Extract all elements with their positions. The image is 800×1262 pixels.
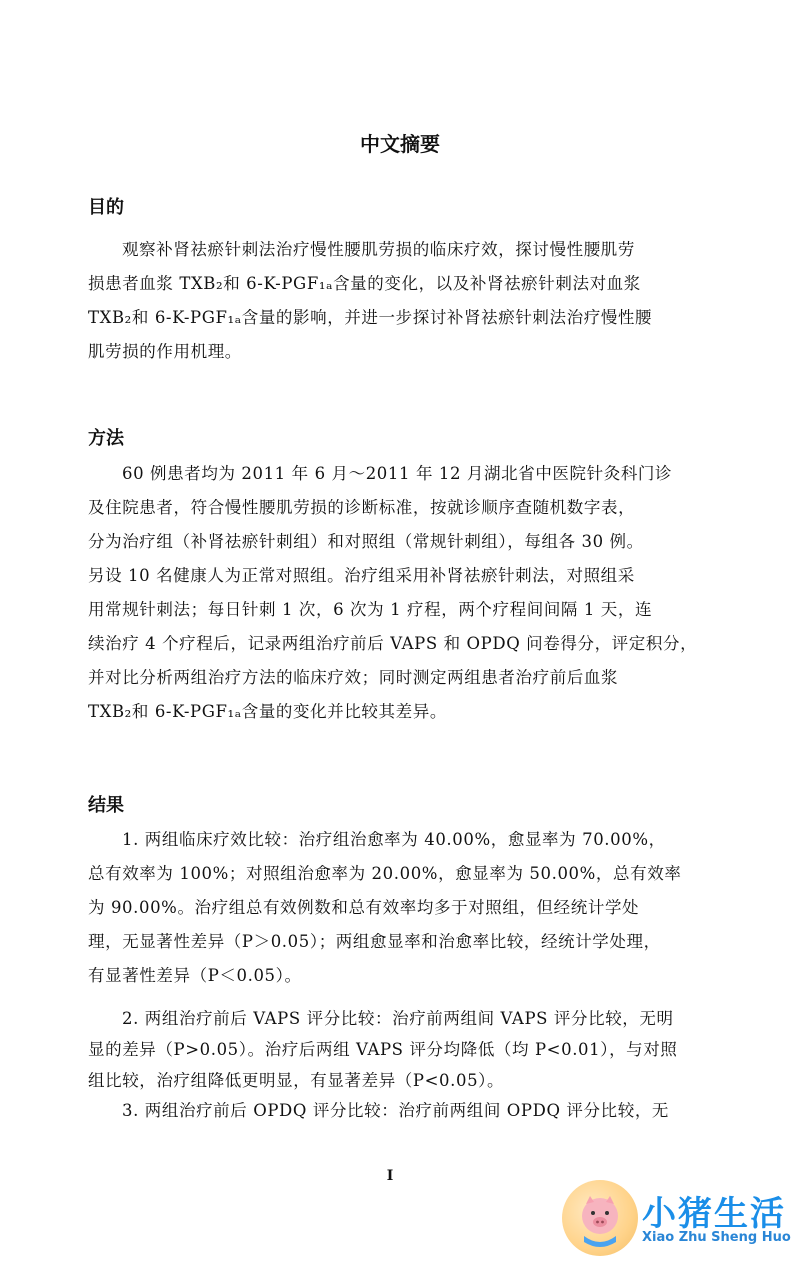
watermark-name-zh: 小猪生活 — [642, 1194, 786, 1234]
text-line: 另设 10 名健康人为正常对照组。治疗组采用补肾祛瘀针刺法，对照组采 — [88, 566, 635, 585]
method-paragraph — [88, 457, 708, 729]
text-line: TXB₂和 6-K-PGF₁ₐ含量的变化并比较其差异。 — [88, 702, 447, 721]
text-line: 及住院患者，符合慢性腰肌劳损的诊断标准，按就诊顺序查随机数字表， — [88, 498, 636, 517]
text-line: 3. 两组治疗前后 OPDQ 评分比较：治疗前两组间 OPDQ 评分比较，无 — [122, 1101, 670, 1120]
text-line: 有显著性差异（P＜0.05）。 — [88, 966, 302, 985]
text-line: 分为治疗组（补肾祛瘀针刺组）和对照组（常规针刺组），每组各 30 例。 — [88, 532, 644, 551]
heading-method: 方法 — [88, 428, 124, 449]
results-item-1 — [88, 823, 708, 993]
text-line: 为 90.00%。治疗组总有效例数和总有效率均多于对照组，但经统计学处 — [88, 898, 640, 917]
text-line: 续治疗 4 个疗程后，记录两组治疗前后 VAPS 和 OPDQ 问卷得分，评定积分， — [88, 634, 698, 653]
text-line: 损患者血浆 TXB₂和 6-K-PGF₁ₐ含量的变化，以及补肾祛瘀针刺法对血浆 — [88, 274, 641, 293]
watermark-name-en: Xiao Zhu Sheng Huo — [642, 1230, 791, 1245]
text-line: 肌劳损的作用机理。 — [88, 342, 242, 361]
text-line: 用常规针刺法；每日针刺 1 次，6 次为 1 疗程，两个疗程间间隔 1 天，连 — [88, 600, 653, 619]
text-line: 组比较，治疗组降低更明显，有显著差异（P<0.05）。 — [88, 1071, 505, 1090]
text-line: 总有效率为 100%；对照组治愈率为 20.00%，愈显率为 50.00%，总有效率 — [88, 864, 682, 883]
text-line: 1. 两组临床疗效比较：治疗组治愈率为 40.00%，愈显率为 70.00%， — [122, 830, 666, 849]
text-line: TXB₂和 6-K-PGF₁ₐ含量的影响，并进一步探讨补肾祛瘀针刺法治疗慢性腰 — [88, 308, 653, 327]
text-line: 2. 两组治疗前后 VAPS 评分比较：治疗前两组间 VAPS 评分比较，无明 — [122, 1009, 674, 1028]
text-line: 观察补肾祛瘀针刺法治疗慢性腰肌劳损的临床疗效，探讨慢性腰肌劳 — [122, 240, 635, 259]
heading-results: 结果 — [88, 795, 124, 816]
watermark — [562, 1180, 797, 1256]
text-line: 并对比分析两组治疗方法的临床疗效；同时测定两组患者治疗前后血浆 — [88, 668, 619, 687]
text-line: 显的差异（P>0.05）。治疗后两组 VAPS 评分均降低（均 P<0.01），与对照 — [88, 1040, 678, 1059]
purpose-paragraph — [88, 233, 708, 369]
text-line: 60 例患者均为 2011 年 6 月～2011 年 12 月湖北省中医院针灸科门诊 — [122, 464, 673, 483]
page-number: I — [386, 1168, 394, 1184]
results-item-2 — [88, 1003, 708, 1096]
results-item-3 — [88, 1094, 708, 1128]
text-line: 理，无显著性差异（P＞0.05）；两组愈显率和治愈率比较，经统计学处理， — [88, 932, 661, 951]
heading-purpose: 目的 — [88, 197, 124, 218]
page-title: 中文摘要 — [360, 132, 440, 156]
pig-mascot-icon — [562, 1180, 638, 1256]
